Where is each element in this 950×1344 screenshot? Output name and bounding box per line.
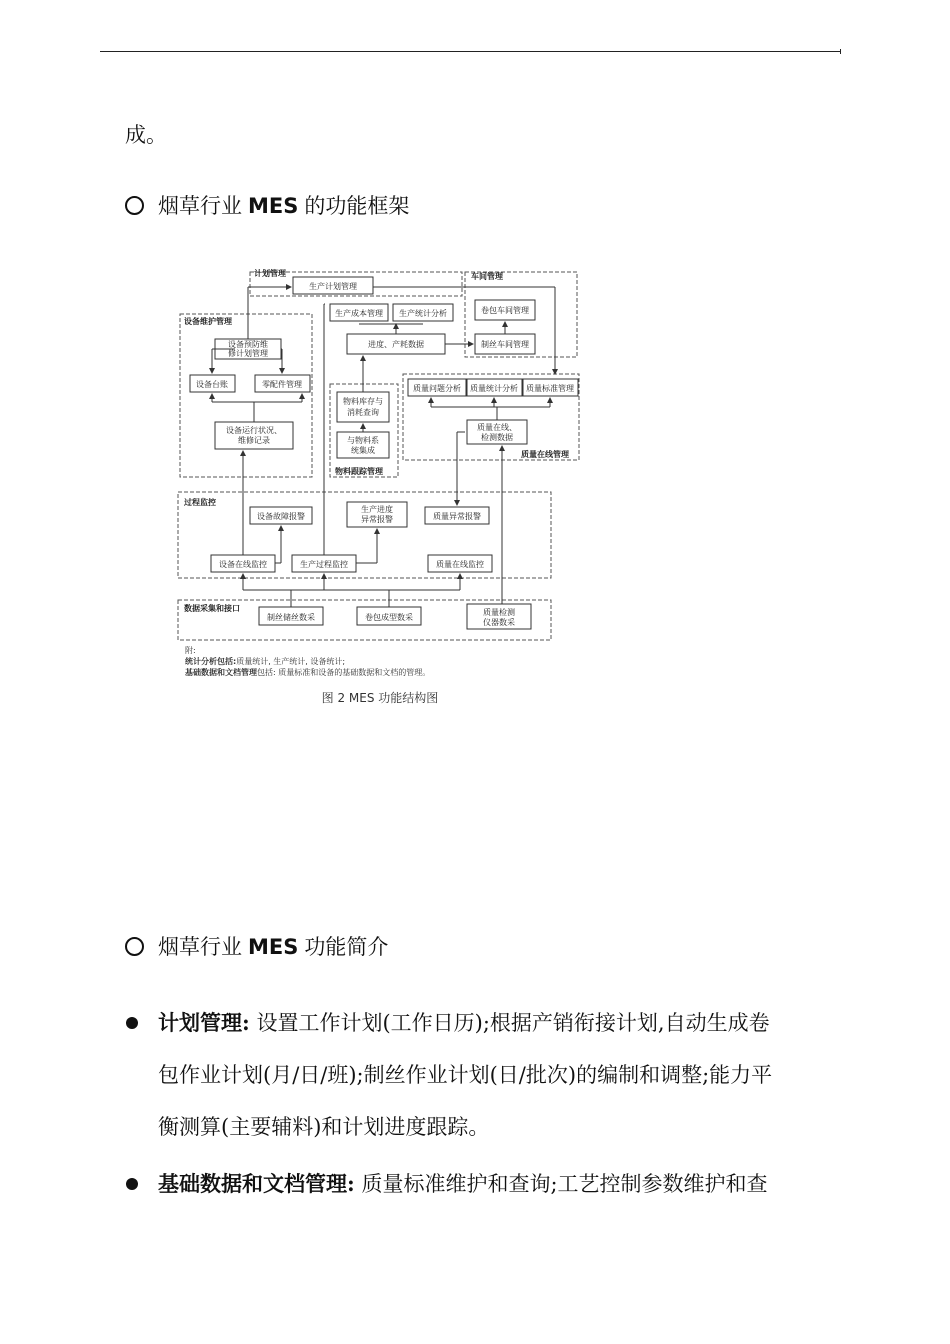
- group-material-label: 物料跟踪管理: [335, 467, 383, 476]
- label-q-inst-2: 仪器数采: [483, 618, 515, 627]
- label-q-issue: 质量问题分析: [413, 384, 461, 393]
- label-eq-status-1: 设备运行状况、: [226, 426, 282, 435]
- note-head: 附:: [185, 646, 196, 655]
- group-equipment-label: 设备维护管理: [184, 317, 232, 326]
- figure-caption: 图 2 MES 功能结构图: [321, 691, 439, 705]
- label-prog-alarm-2: 异常报警: [361, 515, 393, 524]
- label-q-data-1: 质量在线、: [477, 423, 517, 432]
- intro-fragment: 成。: [125, 123, 167, 147]
- label-q-alarm: 质量异常报警: [433, 512, 481, 521]
- label-proc-mon: 生产过程监控: [300, 560, 348, 569]
- label-q-data-2: 检测数据: [481, 433, 513, 442]
- label-eq-status-2: 维修记录: [238, 436, 270, 445]
- label-mat-inv-1: 物料库存与: [343, 397, 383, 406]
- hollow-circle-icon: [125, 937, 144, 956]
- group-workshop-label: 车间管理: [471, 272, 503, 281]
- label-eq-fault: 设备故障报警: [257, 512, 305, 521]
- note-line2: 基础数据和文档管理包括: 质量标准和设备的基础数据和文档的管理。: [185, 668, 431, 677]
- label-mat-inv-2: 消耗查询: [347, 408, 379, 417]
- section-heading-framework: 烟草行业 MES 的功能框架: [125, 195, 409, 217]
- mes-function-structure-diagram: [175, 262, 585, 710]
- label-prog-alarm-1: 生产进度: [361, 505, 393, 514]
- label-q-stats: 质量统计分析: [470, 384, 518, 393]
- label-q-mon: 质量在线监控: [436, 560, 484, 569]
- bullet-plan-line-3: 衡测算(主要辅料)和计划进度跟踪。: [158, 1115, 490, 1139]
- bullet-plan-management: [158, 997, 772, 1153]
- label-eq-plan-1: 设备预防维: [228, 340, 268, 349]
- section-heading-intro: 烟草行业 MES 功能简介: [125, 936, 388, 958]
- bullet-dot-icon: [126, 1178, 138, 1190]
- label-prod-plan: 生产计划管理: [309, 282, 357, 291]
- label-q-inst-1: 质量检测: [483, 608, 515, 617]
- header-rule: [100, 51, 840, 52]
- label-silk-data: 制丝储丝数采: [267, 613, 315, 622]
- group-process-label: 过程监控: [184, 498, 216, 507]
- label-mat-sys-1: 与物料系: [347, 436, 379, 445]
- group-equipment-frame: [180, 314, 312, 477]
- label-spare: 零配件管理: [262, 380, 302, 389]
- label-eq-mon: 设备在线监控: [219, 560, 267, 569]
- bullet-dot-icon: [126, 1017, 138, 1029]
- label-mat-sys-2: 统集成: [351, 446, 375, 455]
- label-roll-ws: 卷包车间管理: [481, 306, 529, 315]
- label-roll-data: 卷包成型数采: [365, 613, 413, 622]
- label-eq-plan-2: 修计划管理: [228, 349, 268, 358]
- label-q-std: 质量标准管理: [526, 384, 574, 393]
- group-quality-label: 质量在线管理: [521, 450, 569, 459]
- bullet-plan-line-2: 包作业计划(月/日/班);制丝作业计划(日/批次)的编制和调整;能力平: [158, 1063, 773, 1087]
- note-line1: 统计分析包括:质量统计, 生产统计, 设备统计;: [185, 657, 346, 666]
- label-cost: 生产成本管理: [335, 309, 383, 318]
- bullet-plan-line-1: 计划管理: 设置工作计划(工作日历);根据产销衔接计划,自动生成卷: [158, 1010, 770, 1035]
- bullet-basic-line-1: 基础数据和文档管理: 质量标准维护和查询;工艺控制参数维护和查: [158, 1171, 768, 1196]
- label-progress: 进度、产耗数据: [368, 340, 424, 349]
- hollow-circle-icon: [125, 196, 144, 215]
- group-data-label: 数据采集和接口: [184, 604, 240, 613]
- label-stats: 生产统计分析: [399, 309, 447, 318]
- label-eq-ledger: 设备台账: [196, 380, 228, 389]
- header-rule-mark: [840, 49, 841, 54]
- group-plan-label: 计划管理: [254, 269, 286, 278]
- bullet-basic-data: [158, 1158, 768, 1210]
- label-silk-ws: 制丝车间管理: [481, 340, 529, 349]
